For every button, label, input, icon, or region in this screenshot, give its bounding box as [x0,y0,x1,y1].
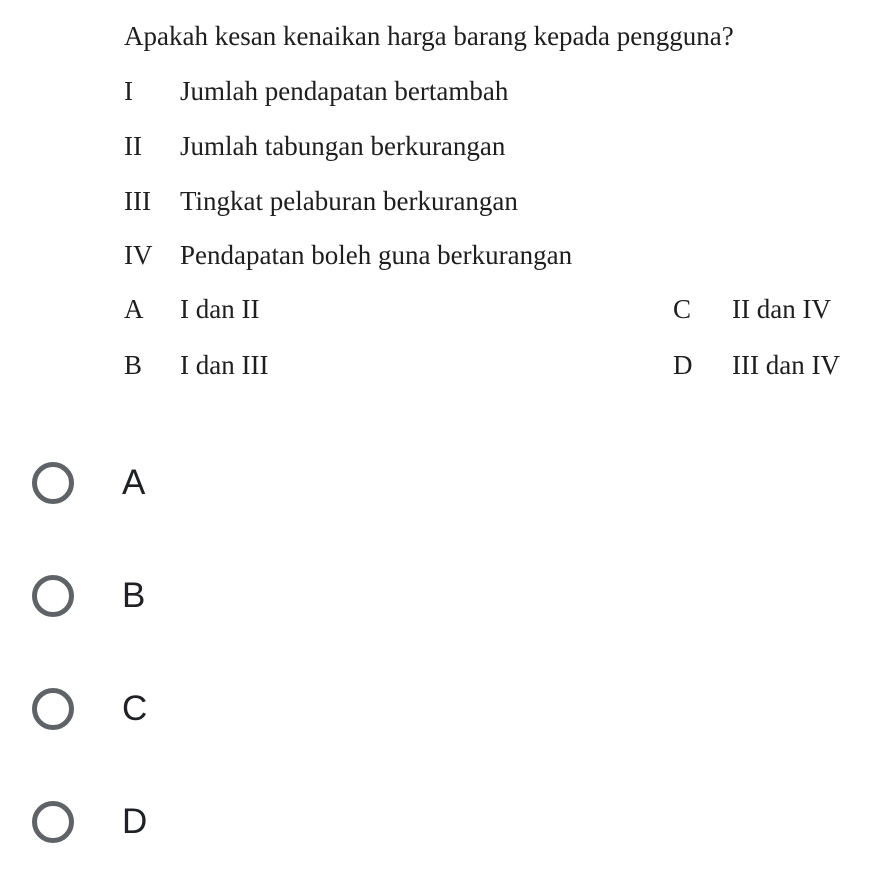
choice-text: II dan IV [732,294,831,324]
choice-text: III dan IV [732,350,840,380]
radio-button-unchecked[interactable] [32,801,74,843]
radio-button-unchecked[interactable] [32,462,74,504]
statement-number: II [124,131,142,161]
statement-text: Pendapatan boleh guna berkurangan [180,240,573,270]
radio-button-unchecked[interactable] [32,688,74,730]
radio-button-unchecked[interactable] [32,575,74,617]
option-label[interactable]: C [122,689,148,728]
statement-number: I [124,76,133,106]
answer-option-b[interactable] [30,571,330,631]
statement-text: Jumlah tabungan berkurangan [180,131,506,161]
answer-option-a[interactable] [30,458,330,518]
statement-text: Jumlah pendapatan bertambah [180,76,509,106]
answer-option-d[interactable] [30,797,330,857]
option-label[interactable]: B [122,576,146,615]
statement-number: IV [124,240,153,270]
choice-letter: A [124,294,144,324]
answer-option-c[interactable] [30,684,330,744]
statement-text: Tingkat pelaburan berkurangan [180,186,518,216]
choice-letter: D [673,350,693,380]
choice-letter: C [673,294,692,324]
statement-number: III [124,186,151,216]
choice-letter: B [124,350,143,380]
choice-text: I dan III [180,350,269,380]
option-label[interactable]: D [122,802,148,841]
option-label[interactable]: A [122,463,146,502]
question-prompt: Apakah kesan kenaikan harga barang kepada pengguna? [124,21,734,51]
choice-text: I dan II [180,294,260,324]
